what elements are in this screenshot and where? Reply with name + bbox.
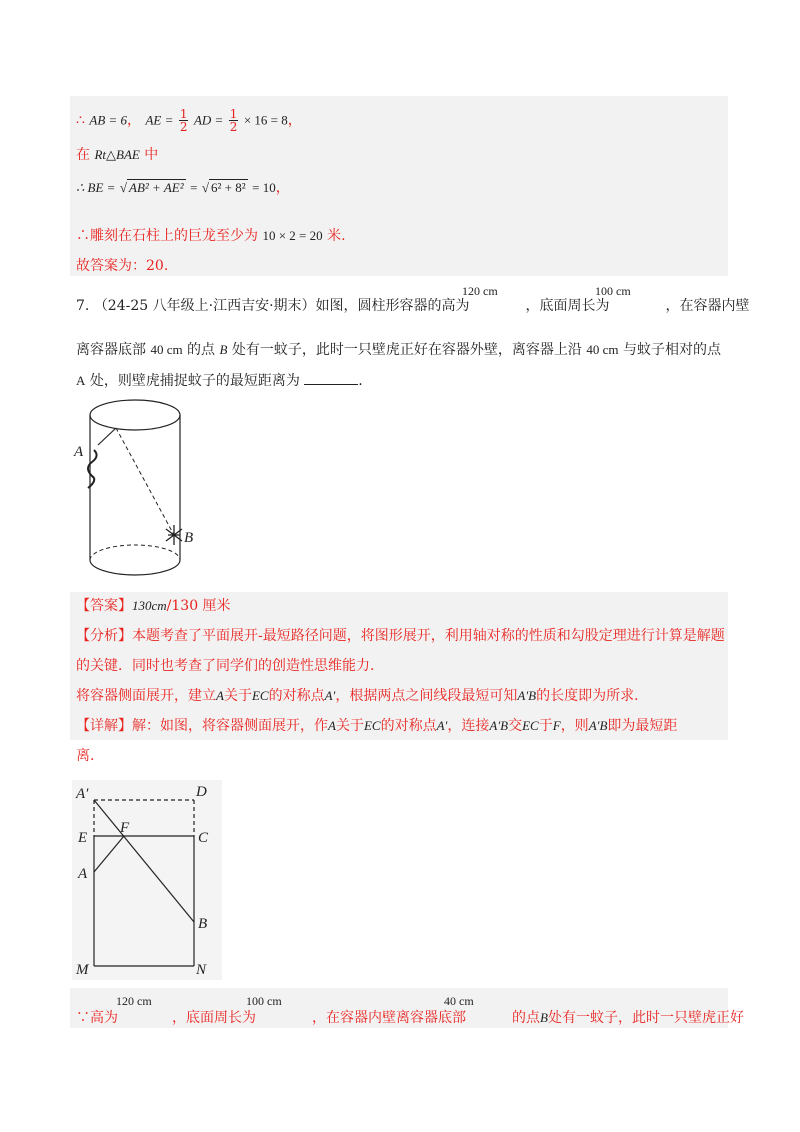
bottom-height-raised: 120 cm bbox=[116, 994, 152, 1008]
math-result: = 10 bbox=[252, 180, 276, 195]
math-result: × 16 = 8 bbox=[243, 112, 288, 128]
answer-blank bbox=[304, 370, 358, 385]
fraction-half: $\frac{1}{2}$ bbox=[229, 107, 238, 134]
solution-line-4: ∴雕刻在石柱上的巨龙至少为 10 × 2 = 20 米. bbox=[76, 228, 346, 244]
cylinder-bottom-back bbox=[90, 545, 180, 560]
label-b: B bbox=[184, 530, 194, 546]
math-ad: AD = bbox=[193, 112, 224, 128]
point-b: B bbox=[219, 342, 228, 357]
question-number: 7. bbox=[76, 298, 90, 314]
height-value-raised: 120 cm bbox=[462, 284, 498, 298]
answer-math: 130cm bbox=[132, 598, 167, 613]
label-f: F bbox=[120, 820, 130, 836]
bottom-circumference-raised: 100 cm bbox=[246, 994, 282, 1008]
detail-tag: 【详解】 bbox=[76, 718, 132, 734]
distance-value: 40 cm bbox=[586, 342, 619, 357]
answer-tag: 【答案】 bbox=[76, 598, 132, 614]
math-ab: AB = 6 bbox=[89, 112, 128, 128]
math-ae: AE = bbox=[145, 112, 174, 128]
math-sqrt-1: AB² + AE² bbox=[129, 180, 184, 195]
label-a: A bbox=[78, 866, 88, 882]
solution-line-2: 在 Rt△BAE 中 bbox=[76, 147, 159, 163]
label-d: D bbox=[196, 784, 207, 800]
analysis-line-3: 将容器侧面展开，建立A关于EC的对称点A′，根据两点之间线段最短可知A′B的长度即为所求． bbox=[76, 688, 649, 704]
point-a: A bbox=[76, 373, 86, 388]
question-line-2: 离容器底部 40 cm 的点 B 处有一蚊子，此时一只壁虎正好在容器外壁，离容器上沿 40 cm 与蚊子相对的点 bbox=[76, 342, 721, 358]
cylinder-figure bbox=[70, 390, 210, 590]
cylinder-top-ellipse bbox=[90, 400, 180, 430]
label-a-prime: A′ bbox=[76, 786, 89, 802]
solution-line-1: ∴ AB = 6， AE = $\frac{1}{2}$ AD = $\frac{1}{2}$ × 16 = 8， bbox=[76, 107, 302, 134]
analysis-line-1: 【分析】本题考查了平面展开-最短路径问题，将图形展开，利用轴对称的性质和勾股定理进行计算是解题 bbox=[76, 628, 725, 644]
fraction-half: $\frac{1}{2}$ bbox=[179, 107, 188, 134]
math-product: 10 × 2 = 20 bbox=[262, 228, 323, 243]
label-b: B bbox=[198, 916, 208, 932]
bottom-distance-raised: 40 cm bbox=[444, 994, 474, 1008]
distance-value: 40 cm bbox=[150, 342, 183, 357]
answer-text: /130 厘米 bbox=[166, 598, 231, 614]
circumference-value-raised: 100 cm bbox=[595, 284, 631, 298]
detail-line-1: 【详解】解：如图，将容器侧面展开，作A关于EC的对称点A′，连接A′B交EC于F，则A′B即为最短距 bbox=[76, 718, 678, 734]
question-source: （24-25 八年级上·江西吉安·期末） bbox=[93, 298, 316, 314]
solution-line-3: ∴ BE = √ AB² + AE² = √ 6² + 8² = 10， bbox=[76, 180, 290, 196]
label-m: M bbox=[76, 962, 89, 978]
math-triangle: Rt△BAE bbox=[94, 147, 140, 162]
math-be: ∴ BE = bbox=[76, 180, 116, 195]
analysis-line-2: 的关键．同时也考查了同学们的创造性思维能力． bbox=[76, 658, 384, 674]
analysis-tag: 【分析】 bbox=[76, 628, 132, 644]
detail-line-2: 离． bbox=[76, 748, 104, 764]
answer-line bbox=[76, 596, 231, 616]
unfolded-figure bbox=[72, 780, 222, 980]
math-sqrt-2: 6² + 8² bbox=[211, 180, 246, 195]
path-line-solid bbox=[98, 428, 116, 445]
label-e: E bbox=[78, 830, 88, 846]
cylinder-bottom-front bbox=[90, 560, 180, 575]
label-c: C bbox=[198, 830, 209, 846]
therefore-symbol: ∴ bbox=[76, 112, 85, 129]
question-line-3: A 处，则壁虎捕捉蚊子的最短距离为 . bbox=[76, 370, 363, 391]
gecko-icon bbox=[88, 450, 97, 488]
path-line-dashed bbox=[116, 428, 174, 535]
question-line-1: 7. （24-25 八年级上·江西吉安·期末）如图，圆柱形容器的高为 ，底面周长为 ，在容器内壁 bbox=[76, 298, 750, 314]
solution-line-5: 故答案为：20. bbox=[76, 258, 169, 274]
label-n: N bbox=[196, 962, 207, 978]
bottom-line: ∵高为 ，底面周长为 ，在容器内壁离容器底部 的点B处有一蚊子，此时一只壁虎正好 bbox=[76, 1010, 744, 1026]
label-a: A bbox=[74, 444, 84, 460]
